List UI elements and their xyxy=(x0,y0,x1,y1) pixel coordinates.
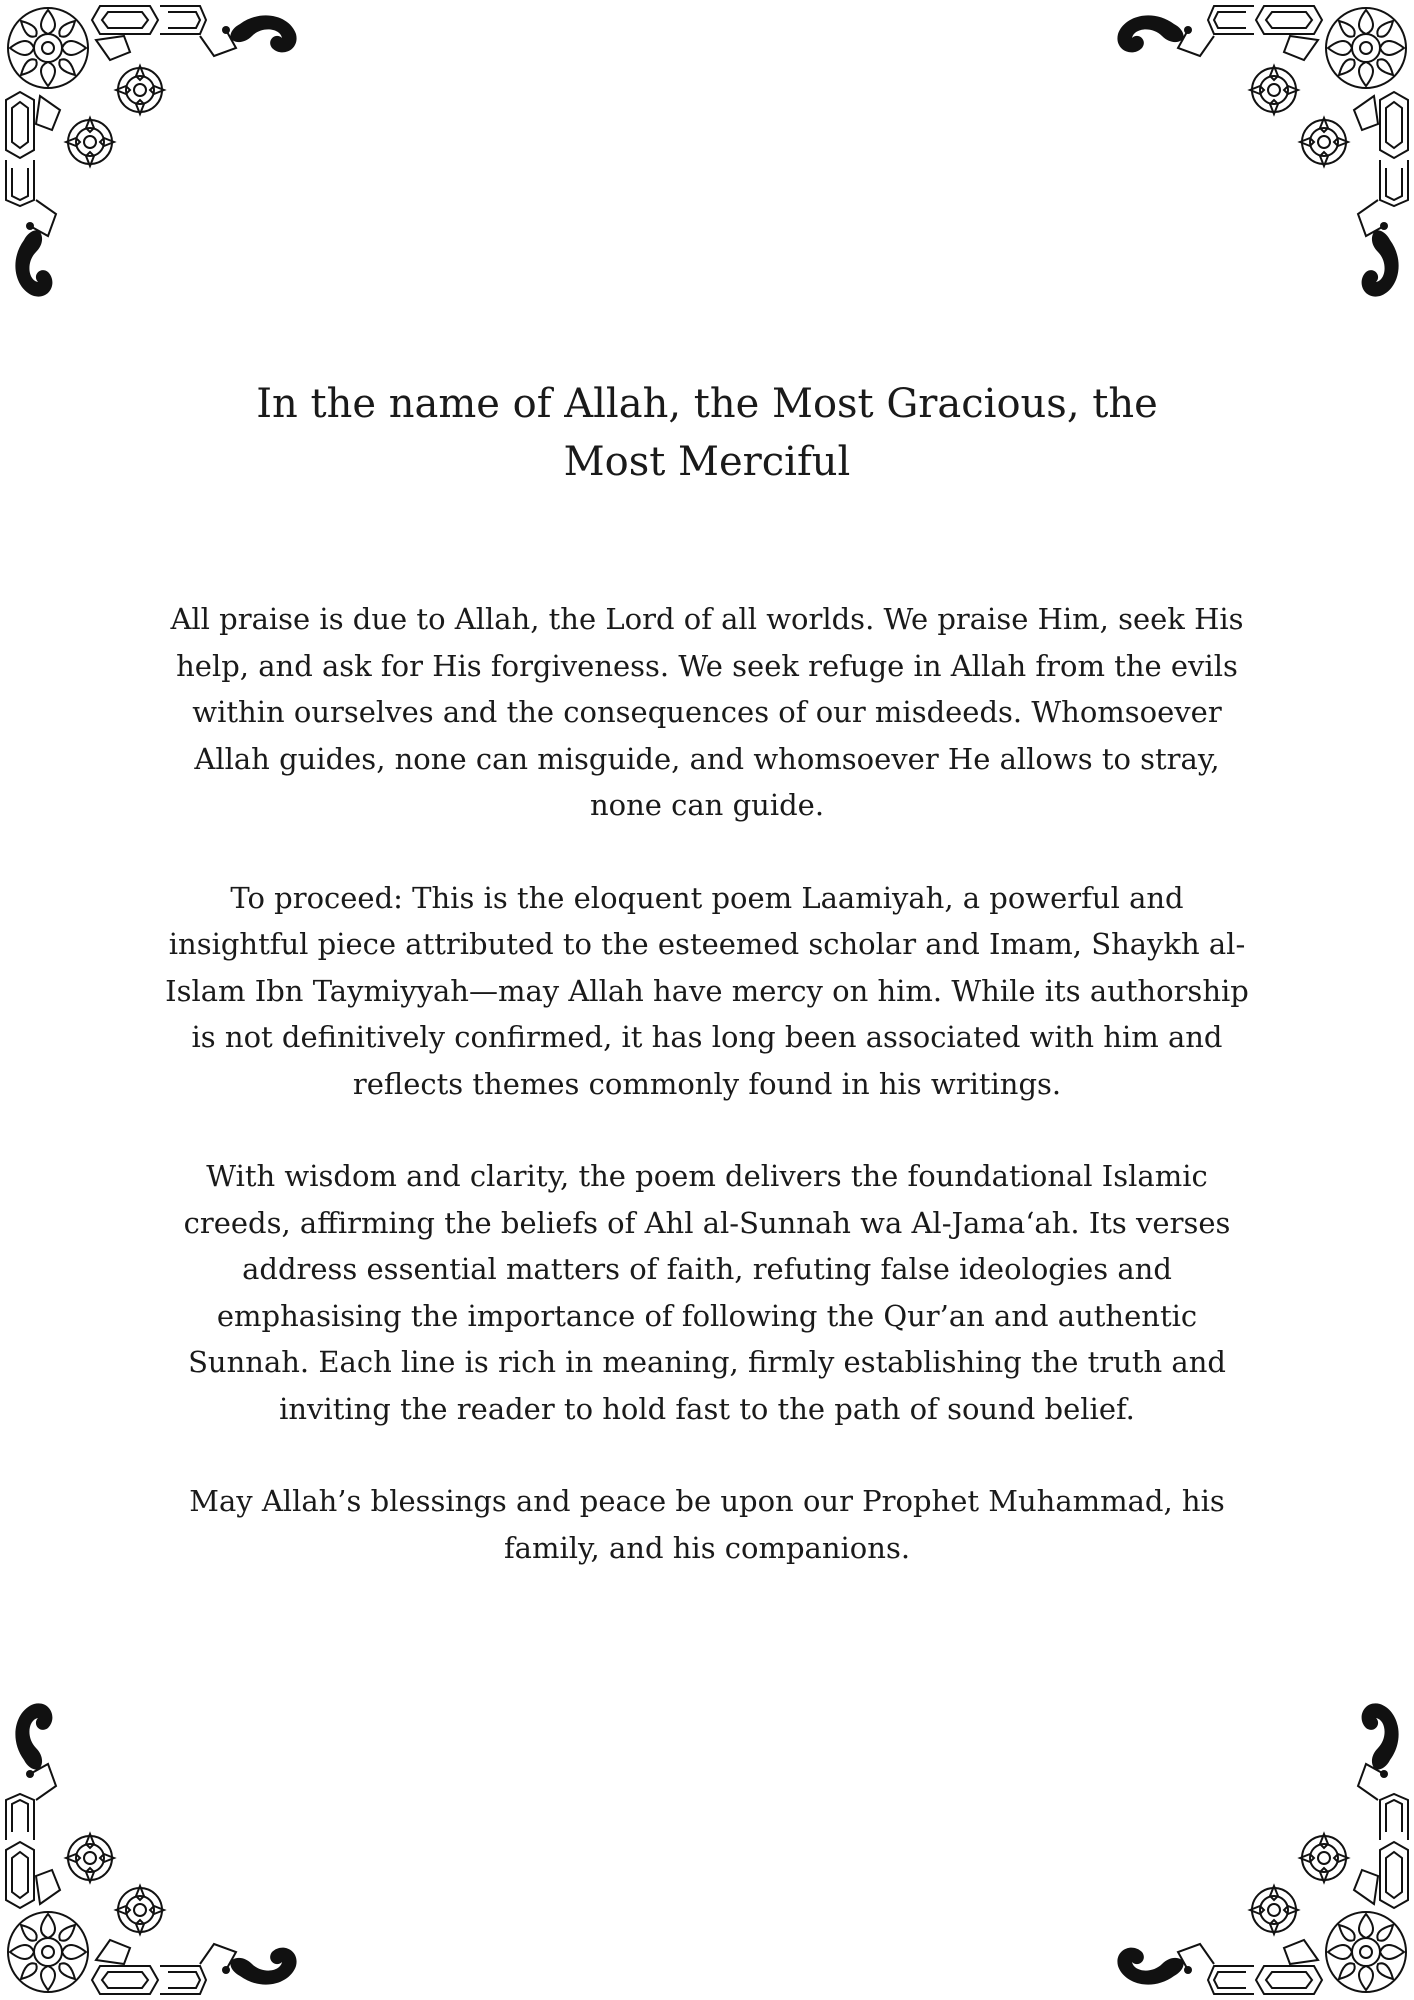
floral-arabesque-corner-icon xyxy=(1114,1700,1414,2000)
paragraph-to-proceed: To proceed: This is the eloquent poem Laamiyah, a powerful and insightful piece attributed to the esteemed scholar and Imam, Shaykh al-Islam Ibn Taymiyyah—may Allah have mercy on him. While its authorship is not definitively confirmed, it has long been associated with him and reflects themes commonly found in his writings. xyxy=(165,880,1249,1101)
bottom-right-corner-ornament xyxy=(1114,1700,1414,2000)
top-right-corner-ornament xyxy=(1114,0,1414,300)
paragraph-praise: All praise is due to Allah, the Lord of all worlds. We praise Him, seek His help, and ask for His forgiveness. We seek refuge in Allah from the evils within ourselves and the consequences of our misdeeds. Whomsoever Allah guides, none can misguide, and whomsoever He allows to stray, none can guide. xyxy=(170,602,1244,822)
paragraph-blessings: May Allah’s blessings and peace be upon our Prophet Muhammad, his family, and his companions. xyxy=(189,1484,1225,1565)
top-left-corner-ornament xyxy=(0,0,300,300)
paragraph-poem-summary: With wisdom and clarity, the poem delivers the foundational Islamic creeds, affirming the beliefs of Ahl al-Sunnah wa Al-Jama‘ah. Its verses address essential matters of faith, refuting false ideologies and emphasising the importance of following the Qur’an and authentic Sunnah. Each line is rich in meaning, firmly establishing the truth and inviting the reader to hold fast to the path of sound belief. xyxy=(183,1159,1231,1426)
introduction-text xyxy=(160,596,1254,1617)
floral-arabesque-corner-icon xyxy=(0,0,300,300)
floral-arabesque-corner-icon xyxy=(0,1700,300,2000)
bottom-left-corner-ornament xyxy=(0,1700,300,2000)
page-title: In the name of Allah, the Most Gracious, the Most Merciful xyxy=(256,381,1158,485)
floral-arabesque-corner-icon xyxy=(1114,0,1414,300)
